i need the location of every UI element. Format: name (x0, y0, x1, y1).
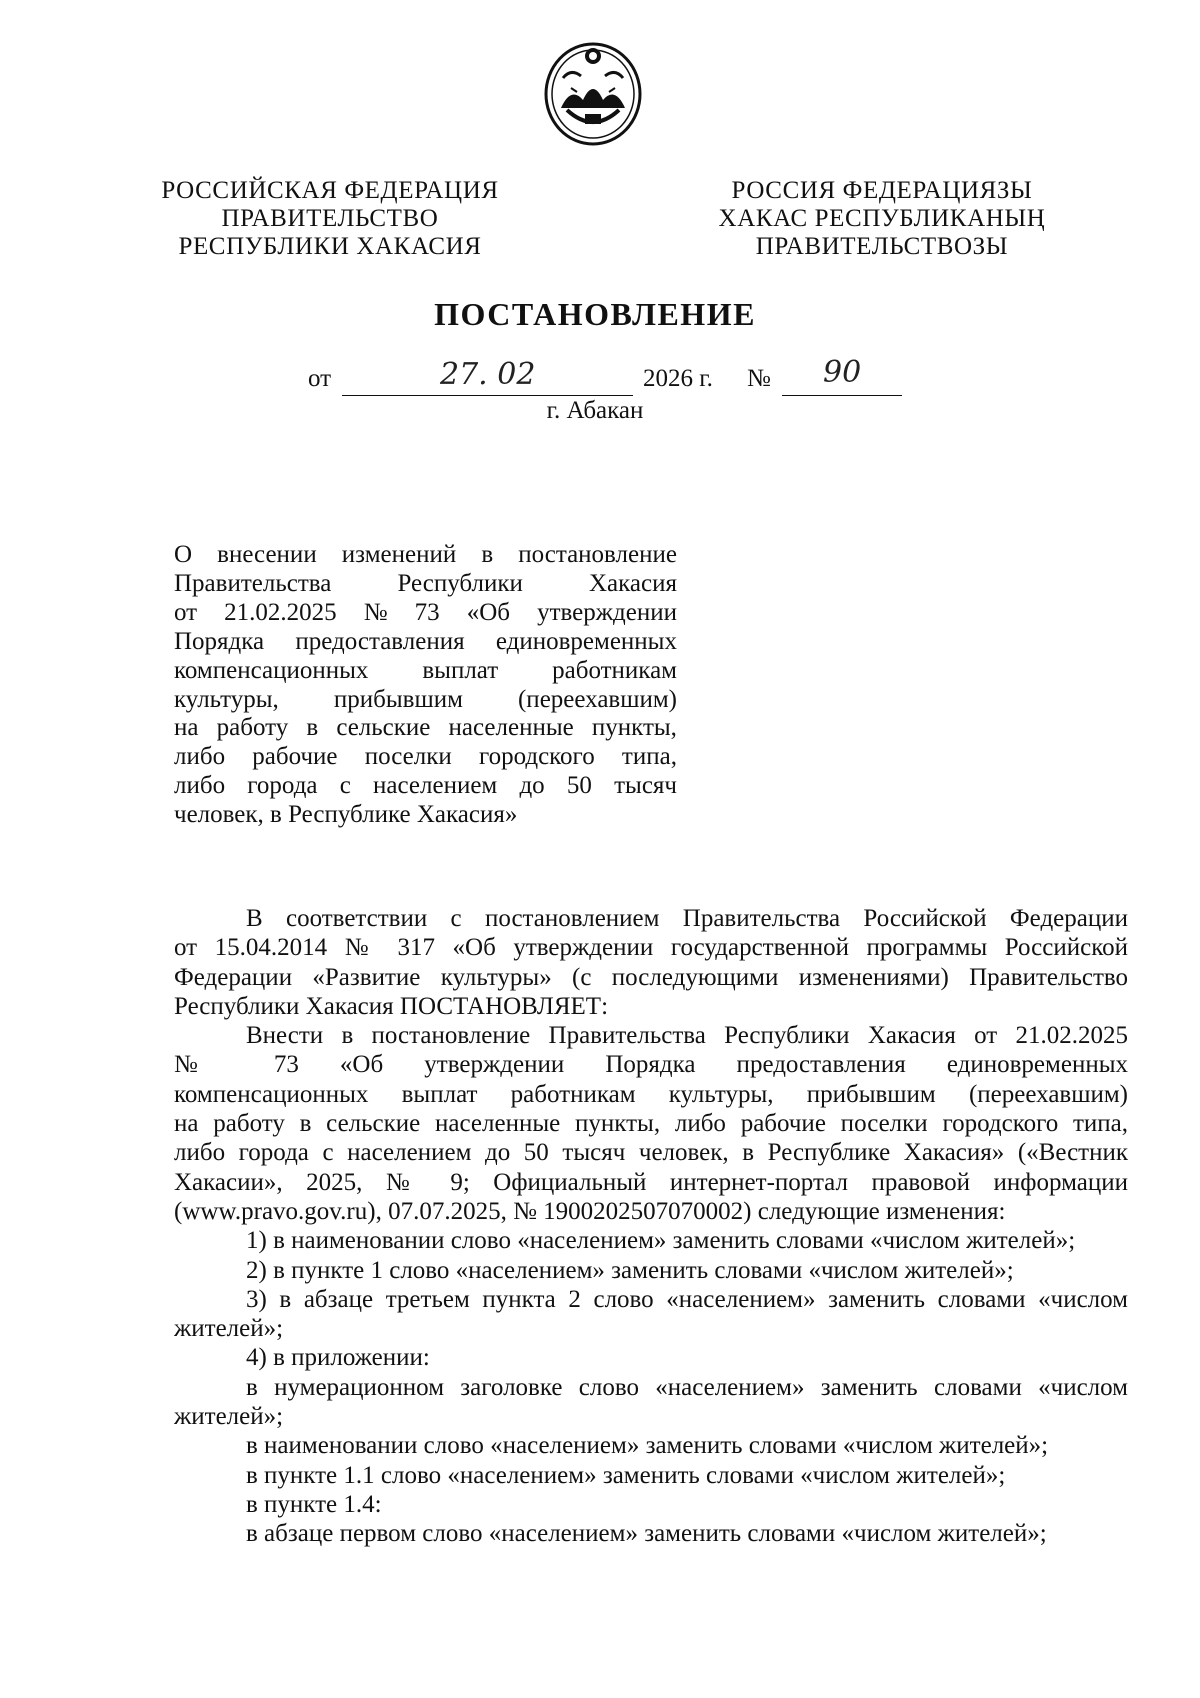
header-line: ХАКАС РЕСПУБЛИКАНЫҢ (718, 205, 1046, 232)
subject-word: либо (174, 772, 226, 800)
header-line: РЕСПУБЛИКИ ХАКАСИЯ (178, 233, 482, 260)
subject-word: в (481, 541, 494, 568)
number-sign: № (747, 365, 771, 392)
subject-word: с (339, 772, 351, 800)
header-line: РОССИЯ ФЕДЕРАЦИЯЗЫ (731, 177, 1033, 204)
subject-word: населенные (448, 714, 574, 742)
body-line: жителей»; (174, 1403, 284, 1431)
subject-word: пункты, (591, 714, 677, 742)
header-line: ПРАВИТЕЛЬСТВОЗЫ (755, 233, 1009, 260)
body-line: № 73 «Об утверждении Порядка предоставления единовременных (174, 1051, 1128, 1079)
body-line: в наименовании слово «населением» заменить словами «числом жителей»; (246, 1432, 1049, 1460)
body-line: в абзаце первом слово «населением» заменить словами «числом жителей»; (246, 1520, 1047, 1548)
subject-word: единовременных (495, 627, 677, 655)
body-line: Внести в постановление Правительства Республики Хакасия от 21.02.2025 (246, 1022, 1128, 1050)
subject-word: работу (216, 714, 289, 742)
subject-word: культуры, (174, 685, 279, 713)
city-name: г. Абакан (546, 397, 644, 424)
subject-word: населением (373, 772, 498, 800)
subject-word: прибывшим (333, 685, 463, 713)
subject-word: утверждении (537, 598, 677, 626)
subject-word: рабочие (252, 743, 338, 771)
subject-word: 73 (414, 598, 440, 626)
subject-word: города (247, 772, 318, 800)
subject-line (174, 628, 677, 657)
body-line: от 15.04.2014 № 317 «Об утверждении государственной программы Российской (174, 934, 1128, 962)
subject-word: до (519, 772, 545, 800)
body-line: (www.pravo.gov.ru), 07.07.2025, № 1900202507070002) следующие изменения: (174, 1197, 1006, 1225)
body-line: в пункте 1.4: (246, 1490, 382, 1518)
body-line: жителей»; (174, 1315, 284, 1343)
subject-word: городского (478, 743, 595, 771)
header-russian (130, 177, 530, 261)
subject-word: 21.02.2025 (224, 598, 337, 626)
subject-word: О (174, 541, 193, 568)
subject-line (174, 657, 677, 686)
body-line: 2) в пункте 1 слово «населением» заменить словами «числом жителей»; (246, 1256, 1014, 1284)
body-line: в нумерационном заголовке слово «населением» заменить словами «числом (246, 1373, 1128, 1401)
subject-word: человек, в Республике Хакасия» (174, 801, 518, 829)
subject-word: выплат (422, 656, 499, 684)
subject-word: на (174, 714, 199, 742)
subject-word: изменений (341, 541, 457, 568)
body-line: либо города с населением до 50 тысяч человек, в Республике Хакасия» («Вестник (174, 1139, 1128, 1167)
subject-line (174, 801, 677, 830)
body-line: Республики Хакасия ПОСТАНОВЛЯЕТ: (174, 992, 609, 1020)
subject-word: № (363, 598, 388, 626)
subject-word: Порядка (174, 627, 265, 655)
subject-word: постановление (518, 541, 677, 568)
coat-of-arms-emblem (541, 38, 645, 148)
subject-word: Правительства (174, 569, 332, 597)
date-prefix: от (308, 365, 332, 392)
subject-word: сельские (336, 714, 431, 742)
header-khakas (662, 177, 1102, 261)
subject-word: либо (174, 743, 226, 771)
subject-word: (переехавшим) (517, 685, 677, 713)
document-title: ПОСТАНОВЛЕНИЕ (434, 296, 756, 332)
subject-word: 50 (566, 772, 592, 800)
subject-word: Хакасия (589, 569, 677, 597)
subject-line (174, 599, 677, 628)
header-line: РОССИЙСКАЯ ФЕДЕРАЦИЯ (161, 177, 499, 204)
subject-block (174, 541, 677, 830)
document-body (174, 904, 1128, 1549)
subject-word: внесении (217, 541, 317, 568)
body-line: 1) в наименовании слово «населением» заменить словами «числом жителей»; (246, 1227, 1076, 1255)
subject-line (174, 743, 677, 772)
subject-word: работникам (552, 656, 677, 684)
subject-line (174, 686, 677, 715)
body-line: 4) в приложении: (246, 1344, 430, 1372)
subject-word: Республики (397, 569, 523, 597)
subject-word: типа, (621, 743, 677, 771)
subject-line (174, 541, 677, 570)
body-line: 3) в абзаце третьем пункта 2 слово «населением» заменить словами «числом (246, 1285, 1128, 1313)
handwritten-date: 27. 02 (440, 357, 536, 392)
subject-line (174, 570, 677, 599)
year-text: 2026 г. (643, 365, 713, 392)
body-line: на работу в сельские населенные пункты, либо рабочие поселки городского типа, (174, 1110, 1128, 1138)
body-line: Хакасии», 2025, № 9; Официальный интернет-портал правовой информации (174, 1168, 1128, 1196)
body-line: в пункте 1.1 слово «населением» заменить словами «числом жителей»; (246, 1461, 1006, 1489)
subject-line (174, 714, 677, 743)
subject-word: «Об (466, 598, 510, 626)
header-line: ПРАВИТЕЛЬСТВО (221, 205, 439, 232)
body-line: компенсационных выплат работникам культуры, прибывшим (переехавшим) (174, 1080, 1128, 1108)
subject-word: от (174, 598, 198, 626)
subject-word: предоставления (295, 627, 465, 655)
handwritten-number: 90 (823, 355, 862, 390)
body-line: В соответствии с постановлением Правительства Российской Федерации (246, 905, 1128, 932)
body-line: Федерации «Развитие культуры» (с последующими изменениями) Правительство (174, 963, 1128, 991)
subject-line (174, 772, 677, 801)
subject-word: компенсационных (174, 656, 369, 684)
subject-word: в (306, 714, 319, 742)
subject-word: тысяч (614, 772, 677, 800)
subject-word: поселки (364, 743, 452, 771)
